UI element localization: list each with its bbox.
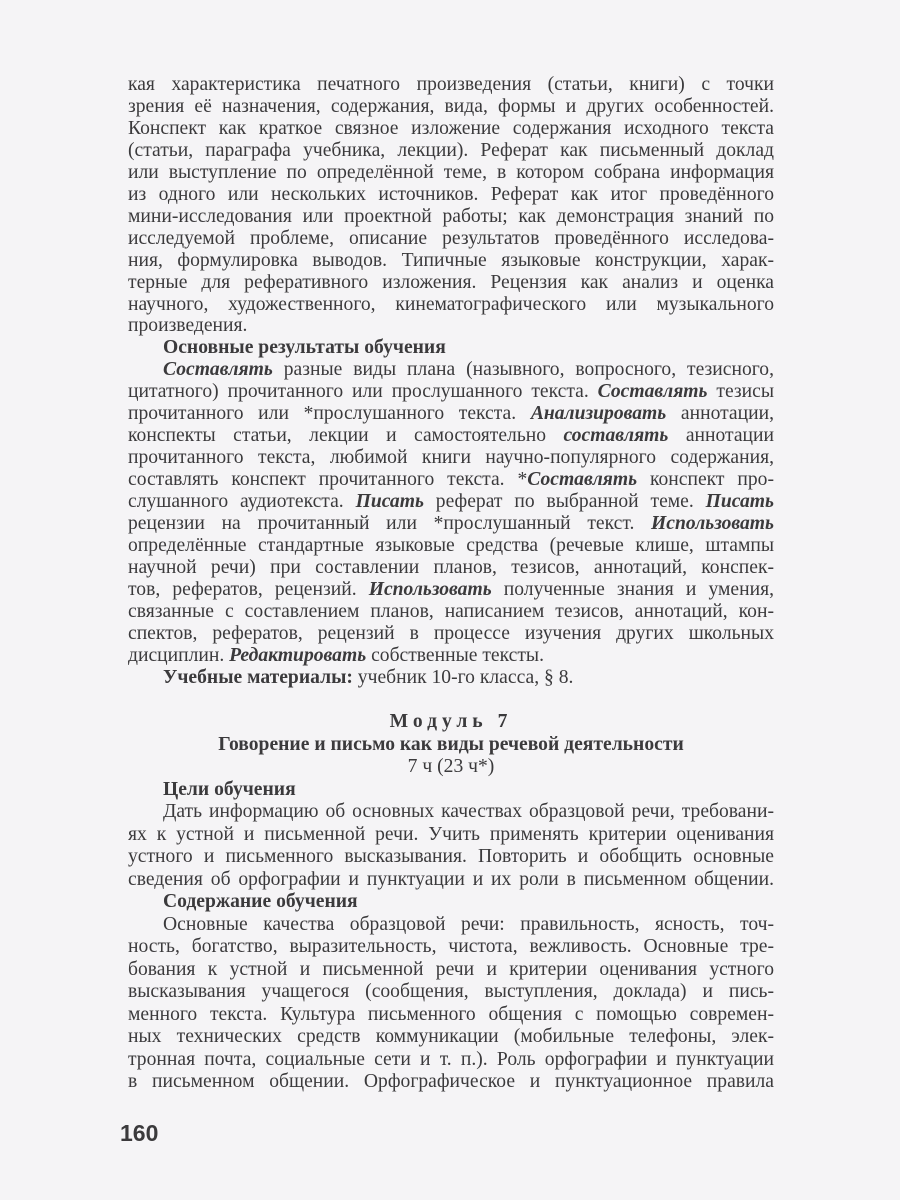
text-run: или выступление по определённой теме, в котором собрана информация [128, 161, 774, 183]
emphasized-term: Писать [355, 491, 424, 513]
text-run: тезисы [707, 381, 774, 403]
text-line [128, 1071, 774, 1094]
text-run: тронная почта, социальные сети и т. п.). Роль орфографии и пунктуации [128, 1048, 774, 1070]
text-line [128, 667, 774, 689]
emphasized-term: Составлять [597, 381, 708, 403]
text-line [128, 403, 774, 425]
text-line [128, 250, 774, 272]
text-run: прочитанного текста, любимой книги научно-популярного содержания, [128, 447, 774, 469]
text-line [128, 579, 774, 601]
text-line [128, 315, 774, 337]
text-run: составлять конспект прочитанного текста. * [128, 469, 528, 491]
text-run: Модуль 7 [389, 711, 513, 732]
text-run: Основные качества образцовой речи: правильность, ясность, точ- [163, 913, 774, 935]
text-run: реферат по выбранной теме. [423, 491, 706, 513]
section-heading [128, 337, 774, 359]
text-line [128, 824, 774, 847]
emphasized-term: Составлять [527, 469, 638, 491]
text-line [128, 74, 774, 96]
text-run: Говорение и письмо как виды речевой деятельности [218, 733, 684, 755]
text-block-module-7 [128, 711, 774, 1094]
text-run: менного текста. Культура письменного общения с помощью современ- [128, 1003, 774, 1025]
text-run: аннотации [668, 425, 775, 447]
text-run: конспекты статьи, лекции и самостоятельно [128, 425, 564, 447]
text-line [128, 96, 774, 118]
text-line [128, 1049, 774, 1072]
section-heading [128, 891, 774, 914]
text-run: полученные знания и умения, [491, 578, 774, 600]
emphasized-term: Составлять [163, 359, 273, 381]
text-run: высказывания учащегося (сообщения, выступления, доклада) и пись- [128, 981, 774, 1002]
text-line [128, 491, 774, 513]
text-line [128, 162, 774, 184]
page-number: 160 [120, 1120, 159, 1146]
text-run: кая характеристика печатного произведения (статьи, книги) с точки [128, 74, 774, 95]
text-line [128, 1004, 774, 1027]
emphasized-term: Учебные материалы: [163, 666, 353, 688]
text-run: Содержание обучения [163, 891, 358, 912]
text-run: спектов, рефератов, рецензий в процессе изучения других школьных [128, 622, 774, 644]
text-line [128, 981, 774, 1004]
text-line [128, 936, 774, 959]
text-line [128, 914, 774, 937]
text-line [128, 535, 774, 557]
text-run: сведения об орфографии и пунктуации и их роли в письменном общении. [128, 868, 774, 890]
text-line [128, 118, 774, 140]
text-run: собственные тексты. [366, 644, 544, 666]
text-run: дисциплин. [128, 644, 230, 666]
text-run: (статьи, параграфа учебника, лекции). Реферат как письменный доклад [128, 139, 774, 161]
text-line [128, 1026, 774, 1049]
text-run: научной речи) при составлении планов, тезисов, аннотаций, конспек- [128, 556, 774, 578]
section-heading [128, 779, 774, 802]
text-line [128, 869, 774, 892]
text-run: определённые стандартные языковые средства (речевые клише, штампы [128, 535, 774, 557]
text-run: научного, художественного, кинематографического или музыкального [128, 293, 774, 315]
text-line [128, 294, 774, 316]
text-run: Цели обучения [163, 778, 296, 800]
emphasized-term: составлять [563, 425, 669, 447]
text-line [128, 184, 774, 206]
text-run: ния, формулировка выводов. Типичные языковые конструкции, харак- [128, 249, 774, 271]
text-run: рецензии на прочитанный или *прослушанный текст. [128, 513, 652, 535]
emphasized-term: Писать [705, 491, 774, 513]
text-run: слушанного аудиотекста. [128, 491, 356, 513]
text-line [128, 846, 774, 869]
text-run: в письменном общении. Орфографическое и пунктуационное правила [128, 1071, 774, 1092]
text-run: ных технических средств коммуникации (мобильные телефоны, элек- [128, 1026, 774, 1047]
text-run: цитатного) прочитанного или прослушанного текста. [128, 381, 598, 403]
emphasized-term: Анализировать [530, 403, 667, 425]
text-block-reports-and-results [128, 74, 774, 689]
text-line [128, 756, 774, 779]
text-line [128, 447, 774, 469]
text-run: Дать информацию об основных качествах образцовой речи, требовани- [163, 801, 774, 822]
text-run: конспект про- [637, 469, 774, 491]
text-run: терные для реферативного изложения. Рецензия как анализ и оценка [128, 271, 774, 293]
text-line [128, 557, 774, 579]
text-line [128, 469, 774, 491]
text-line [128, 381, 774, 403]
section-heading [128, 734, 774, 757]
emphasized-term: Использовать [651, 513, 774, 535]
text-run: учебник 10-го класса, § 8. [352, 666, 574, 688]
text-line [128, 801, 774, 824]
text-run: Конспект как краткое связное изложение содержания исходного текста [128, 117, 774, 139]
text-run: разные виды плана (назывного, вопросного, тезисного, [272, 359, 774, 381]
text-line [128, 140, 774, 162]
text-run: исследуемой проблеме, описание результатов проведённого исследова- [128, 227, 774, 249]
text-line [128, 601, 774, 623]
text-run: устного и письменного высказывания. Повторить и обобщить основные [128, 846, 774, 867]
text-line [128, 513, 774, 535]
text-line [128, 272, 774, 294]
text-run: ях к устной и письменной речи. Учить применять критерии оценивания [128, 823, 774, 845]
text-line [128, 425, 774, 447]
text-run: 7 ч (23 ч*) [407, 756, 495, 777]
text-run: мини-исследования или проектной работы; как демонстрация знаний по [128, 205, 774, 227]
text-line [128, 228, 774, 250]
text-line [128, 645, 774, 667]
emphasized-term: Использовать [368, 578, 492, 600]
text-run: тов, рефератов, рецензий. [128, 578, 369, 600]
text-run: бования к устной и письменной речи и критерии оценивания устного [128, 958, 774, 980]
text-line [128, 959, 774, 982]
text-run: зрения её назначения, содержания, вида, формы и других особенностей. [128, 95, 774, 117]
section-heading [128, 711, 774, 734]
text-run: из одного или нескольких источников. Реферат как итог проведённого [128, 183, 774, 205]
text-line [128, 206, 774, 228]
text-run: Основные результаты обучения [163, 337, 446, 359]
text-line [128, 359, 774, 381]
text-run: ность, богатство, выразительность, чистота, вежливость. Основные тре- [128, 936, 774, 957]
text-run: аннотации, [666, 403, 774, 425]
emphasized-term: Редактировать [229, 644, 367, 666]
text-run: связанные с составлением планов, написанием тезисов, аннотаций, кон- [128, 600, 774, 622]
text-run: прочитанного или *прослушанного текста. [128, 403, 531, 425]
text-run: произведения. [128, 315, 248, 337]
text-line [128, 623, 774, 645]
